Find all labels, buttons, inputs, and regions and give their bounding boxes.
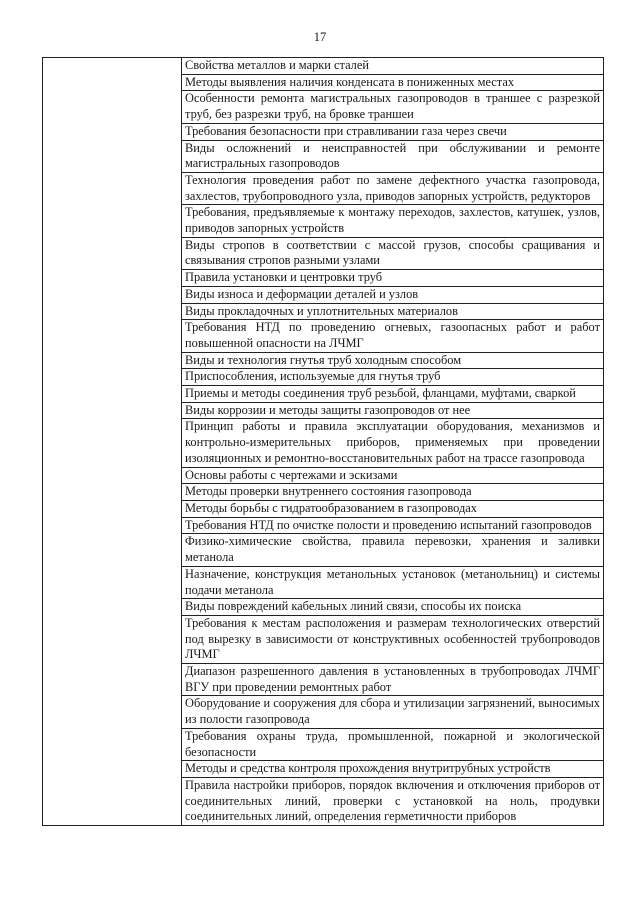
topic-cell: Требования безопасности при стравливании газа через свечи <box>182 123 604 140</box>
table-row <box>43 58 604 75</box>
topic-cell: Виды коррозии и методы защиты газопроводов от нее <box>182 402 604 419</box>
knowledge-table-container <box>42 57 604 826</box>
topic-cell: Требования НТД по очистке полости и проведению испытаний газопроводов <box>182 517 604 534</box>
topic-cell: Правила установки и центровки труб <box>182 270 604 287</box>
topic-cell: Приемы и методы соединения труб резьбой, фланцами, муфтами, сваркой <box>182 386 604 403</box>
topic-cell: Виды повреждений кабельных линий связи, способы их поиска <box>182 599 604 616</box>
topic-cell: Технология проведения работ по замене дефектного участка газопровода, захлестов, трубопроводного узла, приводов запорных устройств, редукторов <box>182 172 604 204</box>
topic-cell: Виды осложнений и неисправностей при обслуживании и ремонте магистральных газопроводов <box>182 140 604 172</box>
topic-cell: Требования, предъявляемые к монтажу переходов, захлестов, катушек, узлов, приводов запорных устройств <box>182 205 604 237</box>
topic-cell: Виды и технология гнутья труб холодным способом <box>182 352 604 369</box>
left-column-merged-cell <box>43 58 182 826</box>
topic-cell: Требования охраны труда, промышленной, пожарной и экологической безопасности <box>182 728 604 760</box>
topic-cell: Диапазон разрешенного давления в установленных в трубопроводах ЛЧМГ ВГУ при проведении ремонтных работ <box>182 664 604 696</box>
topic-cell: Физико-химические свойства, правила перевозки, хранения и заливки метанола <box>182 534 604 566</box>
topic-cell: Виды прокладочных и уплотнительных материалов <box>182 303 604 320</box>
topic-cell: Свойства металлов и марки сталей <box>182 58 604 75</box>
topic-cell: Правила настройки приборов, порядок включения и отключения приборов от соединительных линий, проверки с установкой на ноль, продувки соединительных линий, определения герметичности приборов <box>182 777 604 825</box>
topic-cell: Методы и средства контроля прохождения внутритрубных устройств <box>182 761 604 778</box>
topic-cell: Назначение, конструкция метанольных установок (метанольниц) и системы подачи метанола <box>182 566 604 598</box>
topic-cell: Методы выявления наличия конденсата в пониженных местах <box>182 74 604 91</box>
table-body <box>43 58 604 826</box>
topic-cell: Методы борьбы с гидратообразованием в газопроводах <box>182 500 604 517</box>
topic-cell: Методы проверки внутреннего состояния газопровода <box>182 484 604 501</box>
topic-cell: Приспособления, используемые для гнутья труб <box>182 369 604 386</box>
knowledge-table <box>42 57 604 826</box>
topic-cell: Требования к местам расположения и размерам технологических отверстий под вырезку в зависимости от конструктивных особенностей трубопроводов ЛЧМГ <box>182 615 604 663</box>
topic-cell: Принцип работы и правила эксплуатации оборудования, механизмов и контрольно-измерительных приборов, применяемых при проведении изоляционных и ремонтно-восстановительных работ на трассе газопровода <box>182 419 604 467</box>
topic-cell: Основы работы с чертежами и эскизами <box>182 467 604 484</box>
page-number: 17 <box>313 30 327 44</box>
topic-cell: Особенности ремонта магистральных газопроводов в траншее с разрезкой труб, без разрезки труб, на бровке траншеи <box>182 91 604 123</box>
topic-cell: Виды стропов в соответствии с массой грузов, способы сращивания и связывания стропов разными узлами <box>182 237 604 269</box>
topic-cell: Виды износа и деформации деталей и узлов <box>182 286 604 303</box>
topic-cell: Требования НТД по проведению огневых, газоопасных работ и работ повышенной опасности на ЛЧМГ <box>182 320 604 352</box>
topic-cell: Оборудование и сооружения для сбора и утилизации загрязнений, выносимых из полости газопровода <box>182 696 604 728</box>
